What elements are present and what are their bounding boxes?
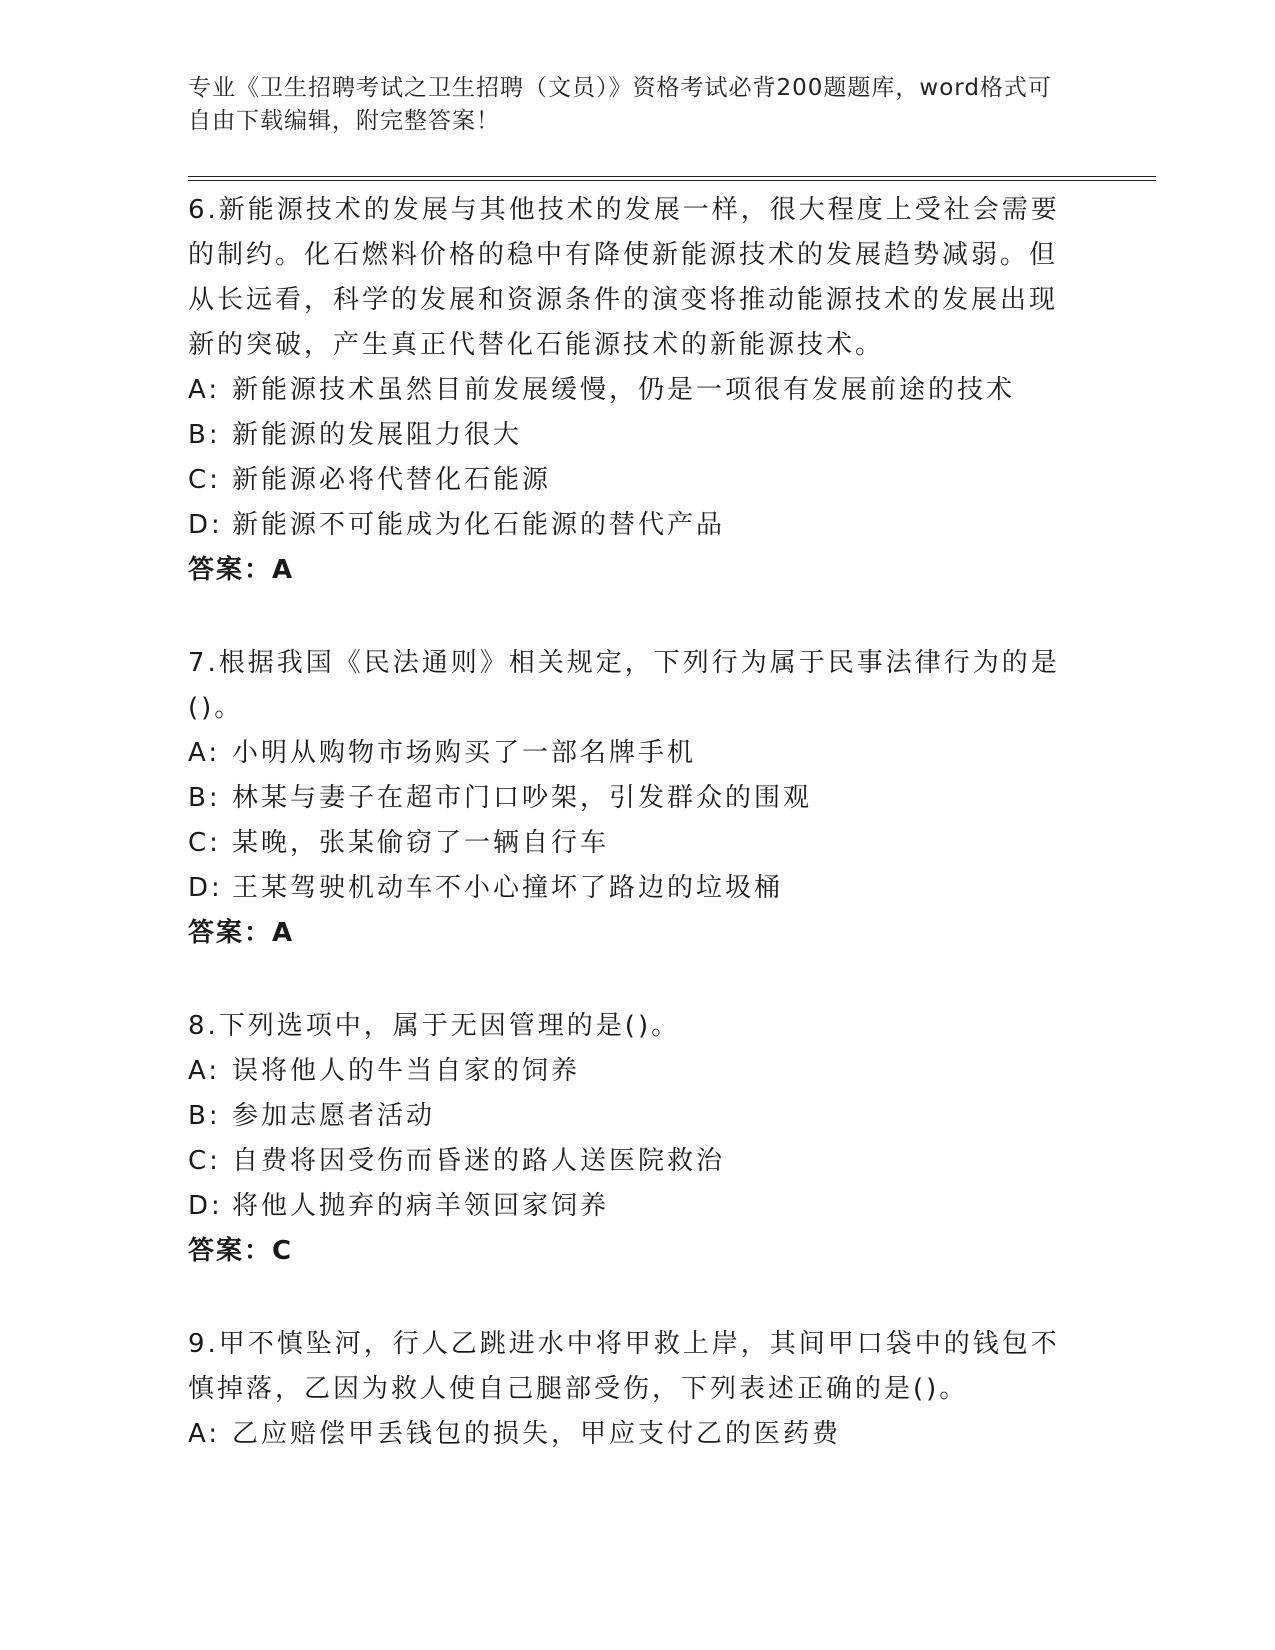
question-9: [188, 1322, 1068, 1457]
option-c: [188, 821, 1068, 866]
option-key: C:: [188, 1146, 221, 1176]
option-text: 某晚，张某偷窃了一辆自行车: [232, 828, 610, 858]
option-a: [188, 1412, 1068, 1457]
option-key: B:: [188, 1101, 221, 1131]
option-text: 林某与妻子在超市门口吵架，引发群众的围观: [232, 783, 813, 813]
option-key: A:: [188, 375, 221, 405]
option-text: 新能源不可能成为化石能源的替代产品: [232, 510, 726, 540]
option-text: 误将他人的牛当自家的饲养: [232, 1056, 581, 1086]
option-d: [188, 866, 1068, 911]
option-text: 新能源技术虽然目前发展缓慢，仍是一项很有发展前途的技术: [232, 375, 1016, 405]
option-key: A:: [188, 1419, 221, 1449]
answer-line: 答案：A: [188, 555, 295, 585]
option-c: [188, 1139, 1068, 1184]
option-a: [188, 368, 1068, 413]
option-a: [188, 731, 1068, 776]
option-key: D:: [188, 1191, 223, 1221]
question-stem: 9.甲不慎坠河，行人乙跳进水中将甲救上岸，其间甲口袋中的钱包不慎掉落，乙因为救人使自己腿部受伤，下列表述正确的是()。: [188, 1329, 1060, 1404]
option-b: [188, 413, 1068, 458]
option-text: 自费将因受伤而昏迷的路人送医院救治: [232, 1146, 726, 1176]
option-key: B:: [188, 783, 221, 813]
option-key: C:: [188, 465, 221, 495]
header-divider: [188, 176, 1156, 181]
option-text: 新能源必将代替化石能源: [232, 465, 552, 495]
option-key: B:: [188, 420, 221, 450]
answer-line: 答案：C: [188, 1236, 294, 1266]
option-d: [188, 503, 1068, 548]
option-d: [188, 1184, 1068, 1229]
option-text: 将他人抛弃的病羊领回家饲养: [232, 1191, 610, 1221]
question-list: [188, 188, 1068, 1505]
question-stem: 7.根据我国《民法通则》相关规定，下列行为属于民事法律行为的是()。: [188, 648, 1060, 723]
option-text: 王某驾驶机动车不小心撞坏了路边的垃圾桶: [232, 873, 784, 903]
option-key: D:: [188, 510, 223, 540]
option-key: C:: [188, 828, 221, 858]
option-key: A:: [188, 1056, 221, 1086]
option-b: [188, 776, 1068, 821]
option-text: 新能源的发展阻力很大: [232, 420, 523, 450]
option-key: D:: [188, 873, 223, 903]
answer-line: 答案：A: [188, 918, 295, 948]
question-stem: 6.新能源技术的发展与其他技术的发展一样，很大程度上受社会需要的制约。化石燃料价格的稳中有降使新能源技术的发展趋势减弱。但从长远看，科学的发展和资源条件的演变将推动能源技术的发展出现新的突破，产生真正代替化石能源技术的新能源技术。: [188, 195, 1060, 360]
question-7: [188, 641, 1068, 956]
option-text: 参加志愿者活动: [232, 1101, 436, 1131]
option-text: 小明从购物市场购买了一部名牌手机: [232, 738, 697, 768]
question-8: [188, 1004, 1068, 1274]
question-6: [188, 188, 1068, 593]
question-stem: 8.下列选项中，属于无因管理的是()。: [188, 1011, 681, 1041]
option-c: [188, 458, 1068, 503]
option-text: 乙应赔偿甲丢钱包的损失，甲应支付乙的医药费: [232, 1419, 842, 1449]
option-b: [188, 1094, 1068, 1139]
option-key: A:: [188, 738, 221, 768]
document-header: 专业《卫生招聘考试之卫生招聘（文员）》资格考试必背200题题库，word格式可自由下载编辑，附完整答案！: [188, 75, 1052, 134]
option-a: [188, 1049, 1068, 1094]
